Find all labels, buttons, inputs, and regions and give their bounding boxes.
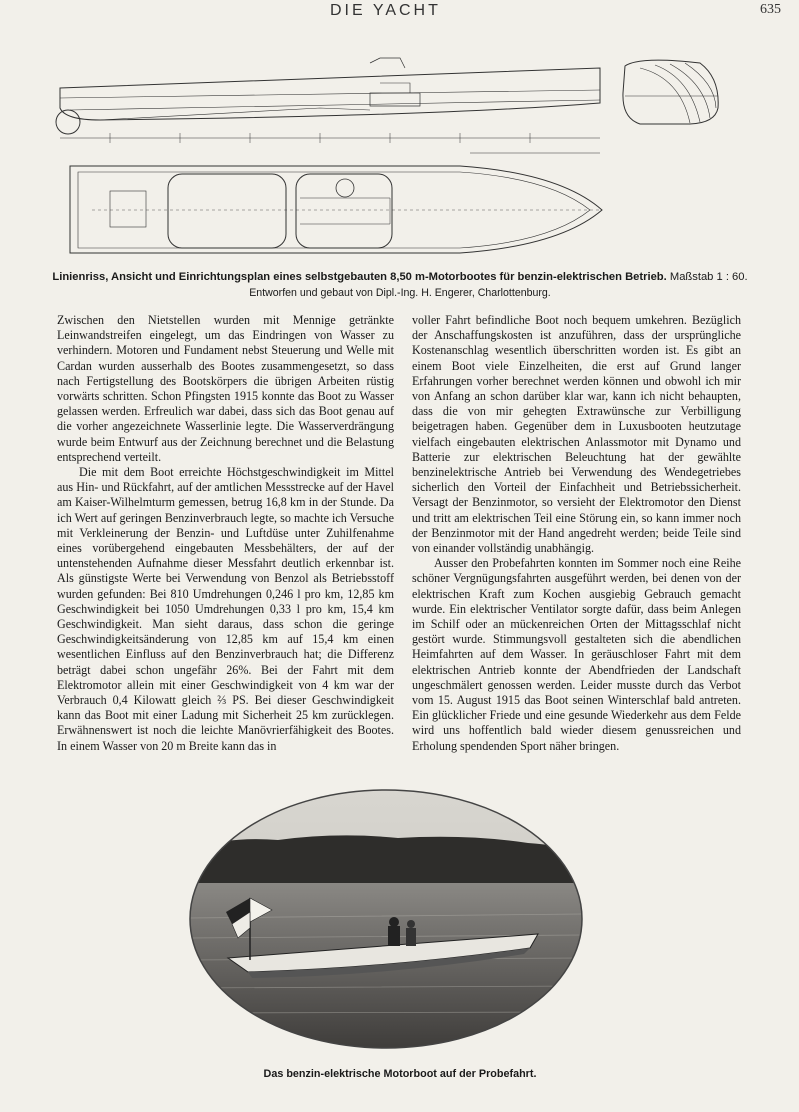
- figure-caption-scale: Maßstab 1 : 60.: [669, 271, 748, 283]
- paragraph: voller Fahrt befindliche Boot noch bequem umkehren. Bezüglich der Anschaffungskosten ist anzuführen, dass der ursprüngliche Kostenanschlag wesentlich überschritten worden ist. Es gibt an einem Boot viele Einzelheiten, die erst auf Grund langer Erfahrungen vorher berechnet werden können und obwohl ich mir von Anfang an schon darüber klar war, kann ich nicht behaupten, dass die von mir gehegten Extrawünsche zur Verbilligung beigetragen haben. Gegenüber dem in Luxusbooten heutzutage vielfach eingebauten elektrischen Anlassmotor mit Dynamo und Batterie zur elektrischen Beleuchtung hat der gewählte benzinelektrische Antrieb bei Verwendung des Wendegetriebes sicherlich den Vorteil der Einfachheit und Betriebssicherheit. Versagt der Benzinmotor, so versieht der Elektromotor den Dienst und tritt am elektrischen Teil eine Störung ein, so kann immer noch der Benzinmotor mit der Hand angedreht werden; beide Teile sind von einander vollständig unabhängig.: [412, 313, 741, 556]
- paragraph: Ausser den Probefahrten konnten im Sommer noch eine Reihe schöner Vergnügungsfahrten ausgeführt werden, bei denen von der elektrischen Kraft zum Kochen ausgiebig Gebrauch gemacht wurde. Ein elektrischer Ventilator sorgte dafür, dass beim Anlegen im Schilf oder an mückenreichen Orten der Mittagsschlaf nicht gestört wurde. Stimmungsvoll gestalteten sich die abendlichen Heimfahrten auf dem Wasser. In geräuschloser Fahrt mit dem elektrischen Antrieb konnte der Abendfrieden der Landschaft ungeschmälert genossen werden. Leider musste durch das Verbot vom 15. August 1915 das Boot seinen Winterschlaf bald antreten. Ein glücklicher Friede und eine gesunde Wiederkehr aus dem Felde wird uns hoffentlich bald wieder diesem genussreichen und Erholung spendenden Sport näher bringen.: [412, 556, 741, 753]
- page-number: 635: [760, 2, 781, 17]
- right-column: [412, 313, 741, 754]
- paragraph: Zwischen den Nietstellen wurden mit Mennige getränkte Leinwandstreifen eingelegt, um das Eindringen von Wasser zu verhindern. Motoren und Fundament nebst Steuerung und Welle mit Cardan wurden ausserhalb des Bootes zusammengesetzt, so dass nach Fertigstellung des Bootskörpers die übrigen Arbeiten rüstig vorwärts schritten. Schon Pfingsten 1915 konnte das Boot zu Wasser gelassen werden. Erfreulich war dabei, dass sich das Boot genau auf die vorher angezeichnete Wasserlinie legte. Die Wasserverdrängung wurde beim Entwurf aus der Zeichnung berechnet und die Belastung entsprechend verteilt.: [57, 313, 394, 464]
- photo-caption: Das benzin-elektrische Motorboot auf der Probefahrt.: [263, 1068, 537, 1080]
- left-column: [57, 313, 394, 754]
- figure-caption-title: Linienriss, Ansicht und Einrichtungsplan eines selbstgebauten 8,50 m-Motorbootes für benzin-elektrischen Betrieb.: [52, 271, 667, 283]
- motorboat-photo: [188, 788, 584, 1050]
- page-header-title: DIE YACHT: [330, 2, 441, 19]
- boat-plan-drawing: [40, 38, 780, 268]
- paragraph: Die mit dem Boot erreichte Höchstgeschwindigkeit im Mittel aus Hin- und Rückfahrt, auf der amtlichen Messstrecke auf der Havel am Kaiser-Wilhelmturm gemessen, betrug 16,8 km in der Stunde. Da ich Wert auf geringen Benzinverbrauch legte, so machte ich Versuche mit Verkleinerung der Benzin- und Luftdüse unter Zuhilfenahme eines vorübergehend eingebauten Messbehälters, der auf der untenstehenden Aufnahme dieser Messfahrt deutlich erkennbar ist. Als günstigste Werte bei Verwendung von Benzol als Betriebsstoff wurden gefunden: Bei 810 Umdrehungen 0,246 l pro km, 12,85 km Geschwindigkeit bei 1050 Umdrehungen 0,33 l pro km, 15,4 km Geschwindigkeit. Man sieht daraus, dass schon die geringe Geschwindigkeitsänderung von 12,85 km auf 15,4 km einen wesentlichen Einfluss auf den Benzinverbrauch hat; die Differenz beträgt dabei schon ungefähr 26%. Bei der Fahrt mit dem Elektromotor allein mit einer Geschwindigkeit von 4 km war der Verbrauch 0,4 Kilowatt gleich ⅔ PS. Bei dieser Geschwindigkeit kann das Boot mit einer Ladung mit Sicherheit 25 km zurücklegen. Erwähnenswert ist noch die leichte Manövrierfähigkeit des Bootes. In einem Wasser von 20 m Breite kann das in: [57, 465, 394, 753]
- figure-caption-credit: Entworfen und gebaut von Dipl.-Ing. H. Engerer, Charlottenburg.: [249, 287, 551, 299]
- figure-caption-main: [20, 270, 780, 284]
